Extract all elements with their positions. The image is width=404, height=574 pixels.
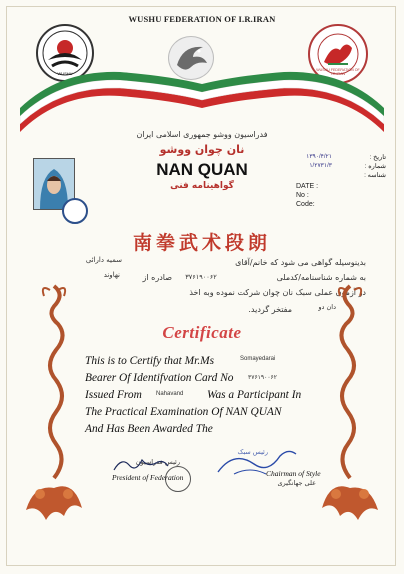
persian-number-value: ۱/۲۷۳۱/۳ xyxy=(309,163,332,169)
english-line-3-end: Was a Participant In xyxy=(207,389,302,401)
english-line-5: And Has Been Awarded The xyxy=(85,423,213,435)
english-line-1: This is to Certify that Mr.Ms xyxy=(85,355,215,367)
persian-line-4: مفتخر گردید. xyxy=(248,305,292,314)
persian-subtitle: گواهینامه فنی xyxy=(170,181,234,191)
persian-code-label: شناسه : xyxy=(364,172,386,179)
persian-style-title: نان چوان ووشو xyxy=(159,143,245,156)
federation-header: WUSHU FEDERATION OF I.R.IRAN xyxy=(128,14,276,24)
persian-id-value: ۳۷۶۱۹۰۰۶۲ xyxy=(185,273,217,281)
date-label: DATE : xyxy=(296,183,319,190)
right-seal-text: WUSHU FEDERATION OF I.R.IRAN xyxy=(316,68,360,76)
persian-date-value: ۱۳۹۰/۴/۲۱ xyxy=(306,154,332,160)
english-line-4: The Practical Examination Of NAN QUAN xyxy=(85,406,282,418)
dragon-column-right xyxy=(318,280,384,530)
president-title-fa: رئیس فدراسیون xyxy=(135,458,180,466)
number-label: No : xyxy=(296,192,309,199)
persian-city-handwritten: نهاوند xyxy=(103,271,120,279)
persian-name-handwritten: سمیه دارائی xyxy=(85,256,122,264)
persian-meta-values xyxy=(296,153,332,171)
english-name-handwritten: Somayedarai xyxy=(240,356,276,362)
persian-grade-handwritten: دان دو xyxy=(318,303,336,311)
persian-meta-labels xyxy=(330,153,386,180)
persian-line-2: به شماره شناسنامه/کدملی xyxy=(276,273,366,282)
flag-ribbon-banner xyxy=(20,62,384,140)
president-caption: President of Federation xyxy=(112,473,184,482)
english-line-3-start: Issued From xyxy=(85,389,142,401)
dragon-column-left xyxy=(20,280,86,530)
english-meta-labels xyxy=(296,182,336,209)
chairman-name-fa: علی جهانگیری xyxy=(277,479,316,487)
nan-quan-title: NAN QUAN xyxy=(156,160,248,179)
photo-stamp xyxy=(62,198,88,224)
left-seal-text: WUSHU xyxy=(57,71,73,76)
persian-issued-label: صادره از xyxy=(142,273,172,282)
english-line-2: Bearer Of Identifvation Card No xyxy=(85,372,234,384)
english-card-no: ۳۷۶۱۹۰۰۶۲ xyxy=(248,374,278,381)
persian-line-1: بدینوسیله گواهی می شود که خانم/آقای xyxy=(235,258,366,267)
persian-federation-title: فدراسیون ووشو جمهوری اسلامی ایران xyxy=(136,130,268,139)
persian-line-3: در آزمون عملی سبک نان چوان شرکت نموده وبه اخذ xyxy=(189,288,366,297)
chairman-title-fa: رئیس سبک xyxy=(237,448,268,456)
chinese-title: 南拳武术段朗 xyxy=(132,232,271,254)
persian-number-label: شماره : xyxy=(364,163,386,170)
certificate-heading: Certificate xyxy=(162,323,242,342)
english-issued-from-handwritten: Nahavand xyxy=(156,391,184,397)
code-label: Code: xyxy=(296,201,315,208)
persian-date-label: تاریخ : xyxy=(369,154,386,161)
chairman-caption: Chairman of Style xyxy=(266,469,321,478)
